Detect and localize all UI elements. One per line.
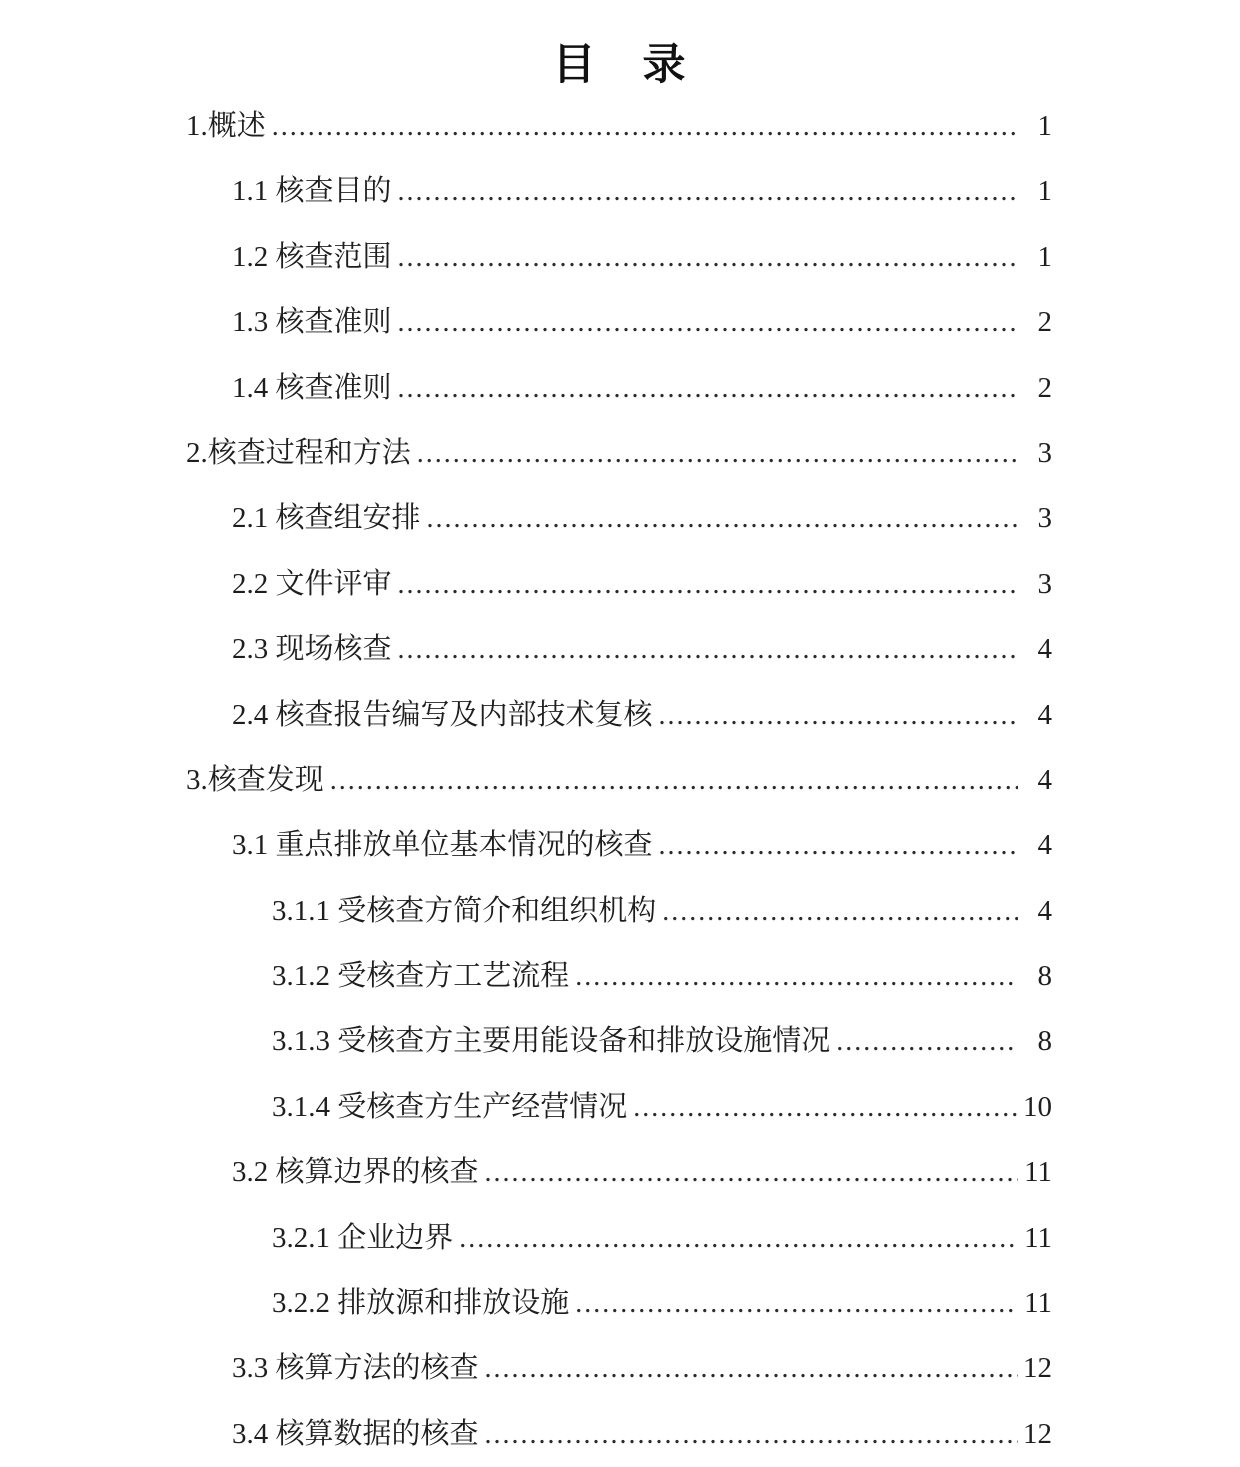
toc-page-number: 11: [1024, 1156, 1052, 1189]
toc-entry-1-3-verification-criteria[interactable]: [0, 290, 1240, 355]
toc-entry-3-4-accounting-data[interactable]: [0, 1402, 1240, 1467]
toc-page-number: 3: [1037, 502, 1052, 535]
toc-entry-label: 3.2.2 排放源和排放设施: [272, 1287, 570, 1320]
toc-leader-dots: [398, 617, 1018, 682]
toc-leader-dots: [485, 1336, 1018, 1401]
toc-leader-dots: [417, 421, 1018, 486]
toc-leader-dots: [398, 356, 1018, 421]
toc-page-number: 8: [1037, 1025, 1052, 1058]
toc-leader-dots: [836, 1009, 1018, 1074]
toc-entry-3-2-2-emission-sources[interactable]: [0, 1271, 1240, 1336]
toc-entry-label: 1.4 核查准则: [232, 371, 392, 404]
toc-leader-dots: [330, 748, 1018, 813]
toc-leader-dots: [662, 879, 1018, 944]
toc-page-number: 11: [1024, 1287, 1052, 1320]
toc-entry-3-2-1-enterprise-boundary[interactable]: [0, 1206, 1240, 1271]
toc-entry-1-2-verification-scope[interactable]: [0, 225, 1240, 290]
toc-entry-label: 3.2.1 企业边界: [272, 1221, 454, 1254]
toc-entry-label: 1.1 核查目的: [232, 175, 392, 208]
toc-page-number: 3: [1037, 567, 1052, 600]
toc-entry-3-1-3-energy-equipment[interactable]: [0, 1009, 1240, 1074]
toc-leader-dots: [485, 1140, 1018, 1205]
toc-entry-2-process-and-method[interactable]: [0, 421, 1240, 486]
toc-entry-2-1-team-arrangement[interactable]: [0, 486, 1240, 551]
toc-page-number: 4: [1037, 894, 1052, 927]
toc-entry-label: 2.2 文件评审: [232, 567, 392, 600]
toc-page-number: 4: [1037, 763, 1052, 796]
toc-entry-label: 2.3 现场核查: [232, 633, 392, 666]
toc-entry-3-findings[interactable]: [0, 748, 1240, 813]
toc-entry-1-4-verification-criteria[interactable]: [0, 356, 1240, 421]
toc-entry-label: 3.3 核算方法的核查: [232, 1352, 479, 1385]
toc-leader-dots: [659, 813, 1018, 878]
toc-entry-label: 3.1 重点排放单位基本情况的核查: [232, 829, 653, 862]
toc-entry-2-4-report-writing-review[interactable]: [0, 683, 1240, 748]
toc-page-number: 12: [1023, 1417, 1052, 1450]
toc-page-number: 4: [1037, 829, 1052, 862]
toc-leader-dots: [575, 944, 1018, 1009]
toc-leader-dots: [398, 225, 1018, 290]
toc-entry-label: 3.1.2 受核查方工艺流程: [272, 960, 570, 993]
toc-leader-dots: [398, 552, 1018, 617]
toc-entry-3-1-basic-situation[interactable]: [0, 813, 1240, 878]
toc-entry-label: 2.4 核查报告编写及内部技术复核: [232, 698, 653, 731]
toc-leader-dots: [459, 1206, 1018, 1271]
toc-page-number: 4: [1037, 633, 1052, 666]
toc-entry-2-3-onsite-verification[interactable]: [0, 617, 1240, 682]
toc-leader-dots: [272, 94, 1018, 159]
toc-page-number: 1: [1037, 110, 1052, 142]
toc-leader-dots: [575, 1271, 1018, 1336]
toc-entry-1-1-verification-purpose[interactable]: [0, 159, 1240, 224]
toc-entry-label: 2.1 核查组安排: [232, 502, 421, 535]
table-of-contents: [0, 94, 1240, 1467]
toc-page-number: 8: [1037, 960, 1052, 993]
toc-page-number: 12: [1023, 1352, 1052, 1385]
toc-entry-label: 1.2 核查范围: [232, 240, 392, 273]
toc-entry-3-1-4-production-operation[interactable]: [0, 1075, 1240, 1140]
toc-leader-dots: [398, 159, 1018, 224]
toc-entry-label: 3.1.4 受核查方生产经营情况: [272, 1090, 628, 1123]
toc-entry-label: 3.2 核算边界的核查: [232, 1156, 479, 1189]
toc-page-number: 2: [1037, 371, 1052, 404]
toc-entry-3-2-accounting-boundary[interactable]: [0, 1140, 1240, 1205]
toc-entry-1-overview[interactable]: [0, 94, 1240, 159]
toc-page-number: 1: [1037, 240, 1052, 273]
toc-entry-label: 3.1.3 受核查方主要用能设备和排放设施情况: [272, 1025, 831, 1058]
toc-leader-dots: [427, 486, 1018, 551]
toc-entry-label: 2.核查过程和方法: [186, 436, 411, 469]
toc-entry-3-1-2-process-flow[interactable]: [0, 944, 1240, 1009]
toc-entry-label: 1.3 核查准则: [232, 306, 392, 339]
toc-leader-dots: [659, 683, 1018, 748]
toc-entry-label: 1.概述: [186, 110, 266, 142]
toc-page-number: 10: [1023, 1090, 1052, 1123]
toc-entry-3-3-accounting-method[interactable]: [0, 1336, 1240, 1401]
toc-leader-dots: [633, 1075, 1018, 1140]
toc-page-number: 1: [1037, 175, 1052, 208]
toc-entry-3-1-1-intro-organization[interactable]: [0, 879, 1240, 944]
toc-leader-dots: [485, 1402, 1018, 1467]
toc-entry-label: 3.1.1 受核查方简介和组织机构: [272, 894, 657, 927]
toc-entry-label: 3.核查发现: [186, 763, 324, 796]
toc-entry-2-2-document-review[interactable]: [0, 552, 1240, 617]
toc-page-number: 3: [1037, 436, 1052, 469]
toc-page-number: 4: [1037, 698, 1052, 731]
page-title: 目 录: [552, 42, 688, 89]
toc-entry-label: 3.4 核算数据的核查: [232, 1417, 479, 1450]
toc-page-number: 2: [1037, 306, 1052, 339]
toc-page-number: 11: [1024, 1221, 1052, 1254]
toc-leader-dots: [398, 290, 1018, 355]
